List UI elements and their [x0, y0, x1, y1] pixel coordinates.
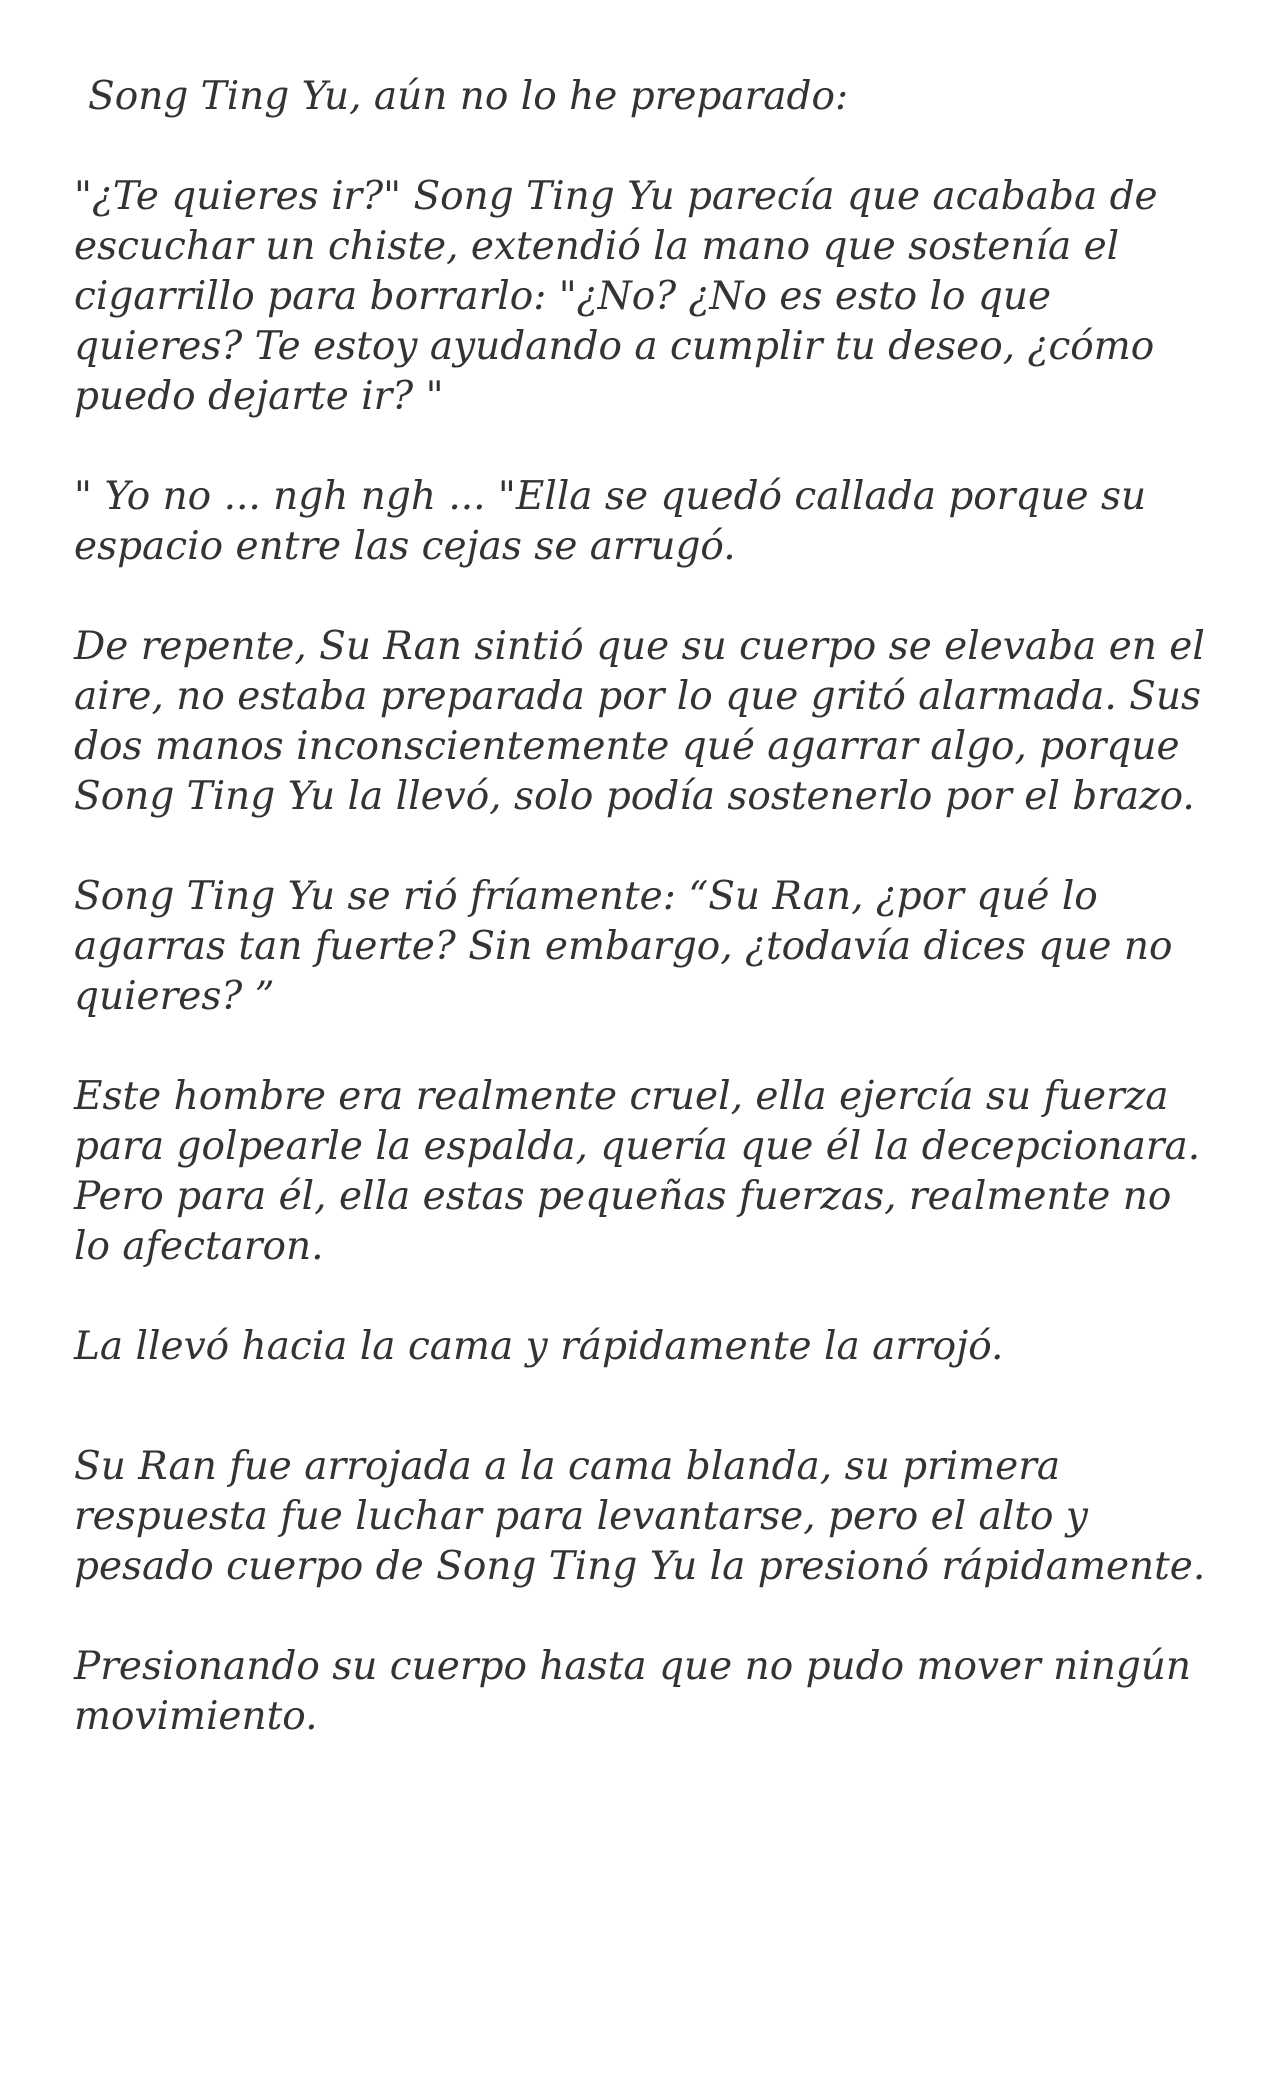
paragraph-2: "¿Te quieres ir?" Song Ting Yu parecía que acababa de escuchar un chiste, extendió la mano que sostenía el cigarrillo para borrarlo: "¿No? ¿No es esto lo que quieres? Te estoy ayudando a cumplir tu deseo, ¿cómo puedo dejarte ir? "	[74, 174, 1158, 419]
paragraph-9: Presionando su cuerpo hasta que no pudo mover ningún movimiento.	[74, 1644, 1192, 1739]
paragraph-3: " Yo no ... ngh ngh ... "Ella se quedó callada porque su espacio entre las cejas se arrugó.	[74, 474, 1147, 569]
story-text	[74, 72, 1214, 1792]
paragraph-7: La llevó hacia la cama y rápidamente la arrojó.	[74, 1324, 1004, 1369]
paragraph-5: Song Ting Yu se rió fríamente: “Su Ran, ¿por qué lo agarras tan fuerte? Sin embargo, ¿todavía dices que no quieres? ”	[74, 874, 1173, 1019]
paragraph-8: Su Ran fue arrojada a la cama blanda, su primera respuesta fue luchar para levantarse, pero el alto y pesado cuerpo de Song Ting Yu la presionó rápidamente.	[74, 1444, 1206, 1589]
paragraph-1: Song Ting Yu, aún no lo he preparado:	[88, 74, 849, 119]
paragraph-6: Este hombre era realmente cruel, ella ejercía su fuerza para golpearle la espalda, quería que él la decepcionara. Pero para él, ella estas pequeñas fuerzas, realmente no lo afectaron.	[74, 1074, 1201, 1269]
paragraph-4: De repente, Su Ran sintió que su cuerpo se elevaba en el aire, no estaba preparada por lo que gritó alarmada. Sus dos manos inconscientemente qué agarrar algo, porque Song Ting Yu la llevó, solo podía sostenerlo por el brazo.	[74, 624, 1205, 819]
